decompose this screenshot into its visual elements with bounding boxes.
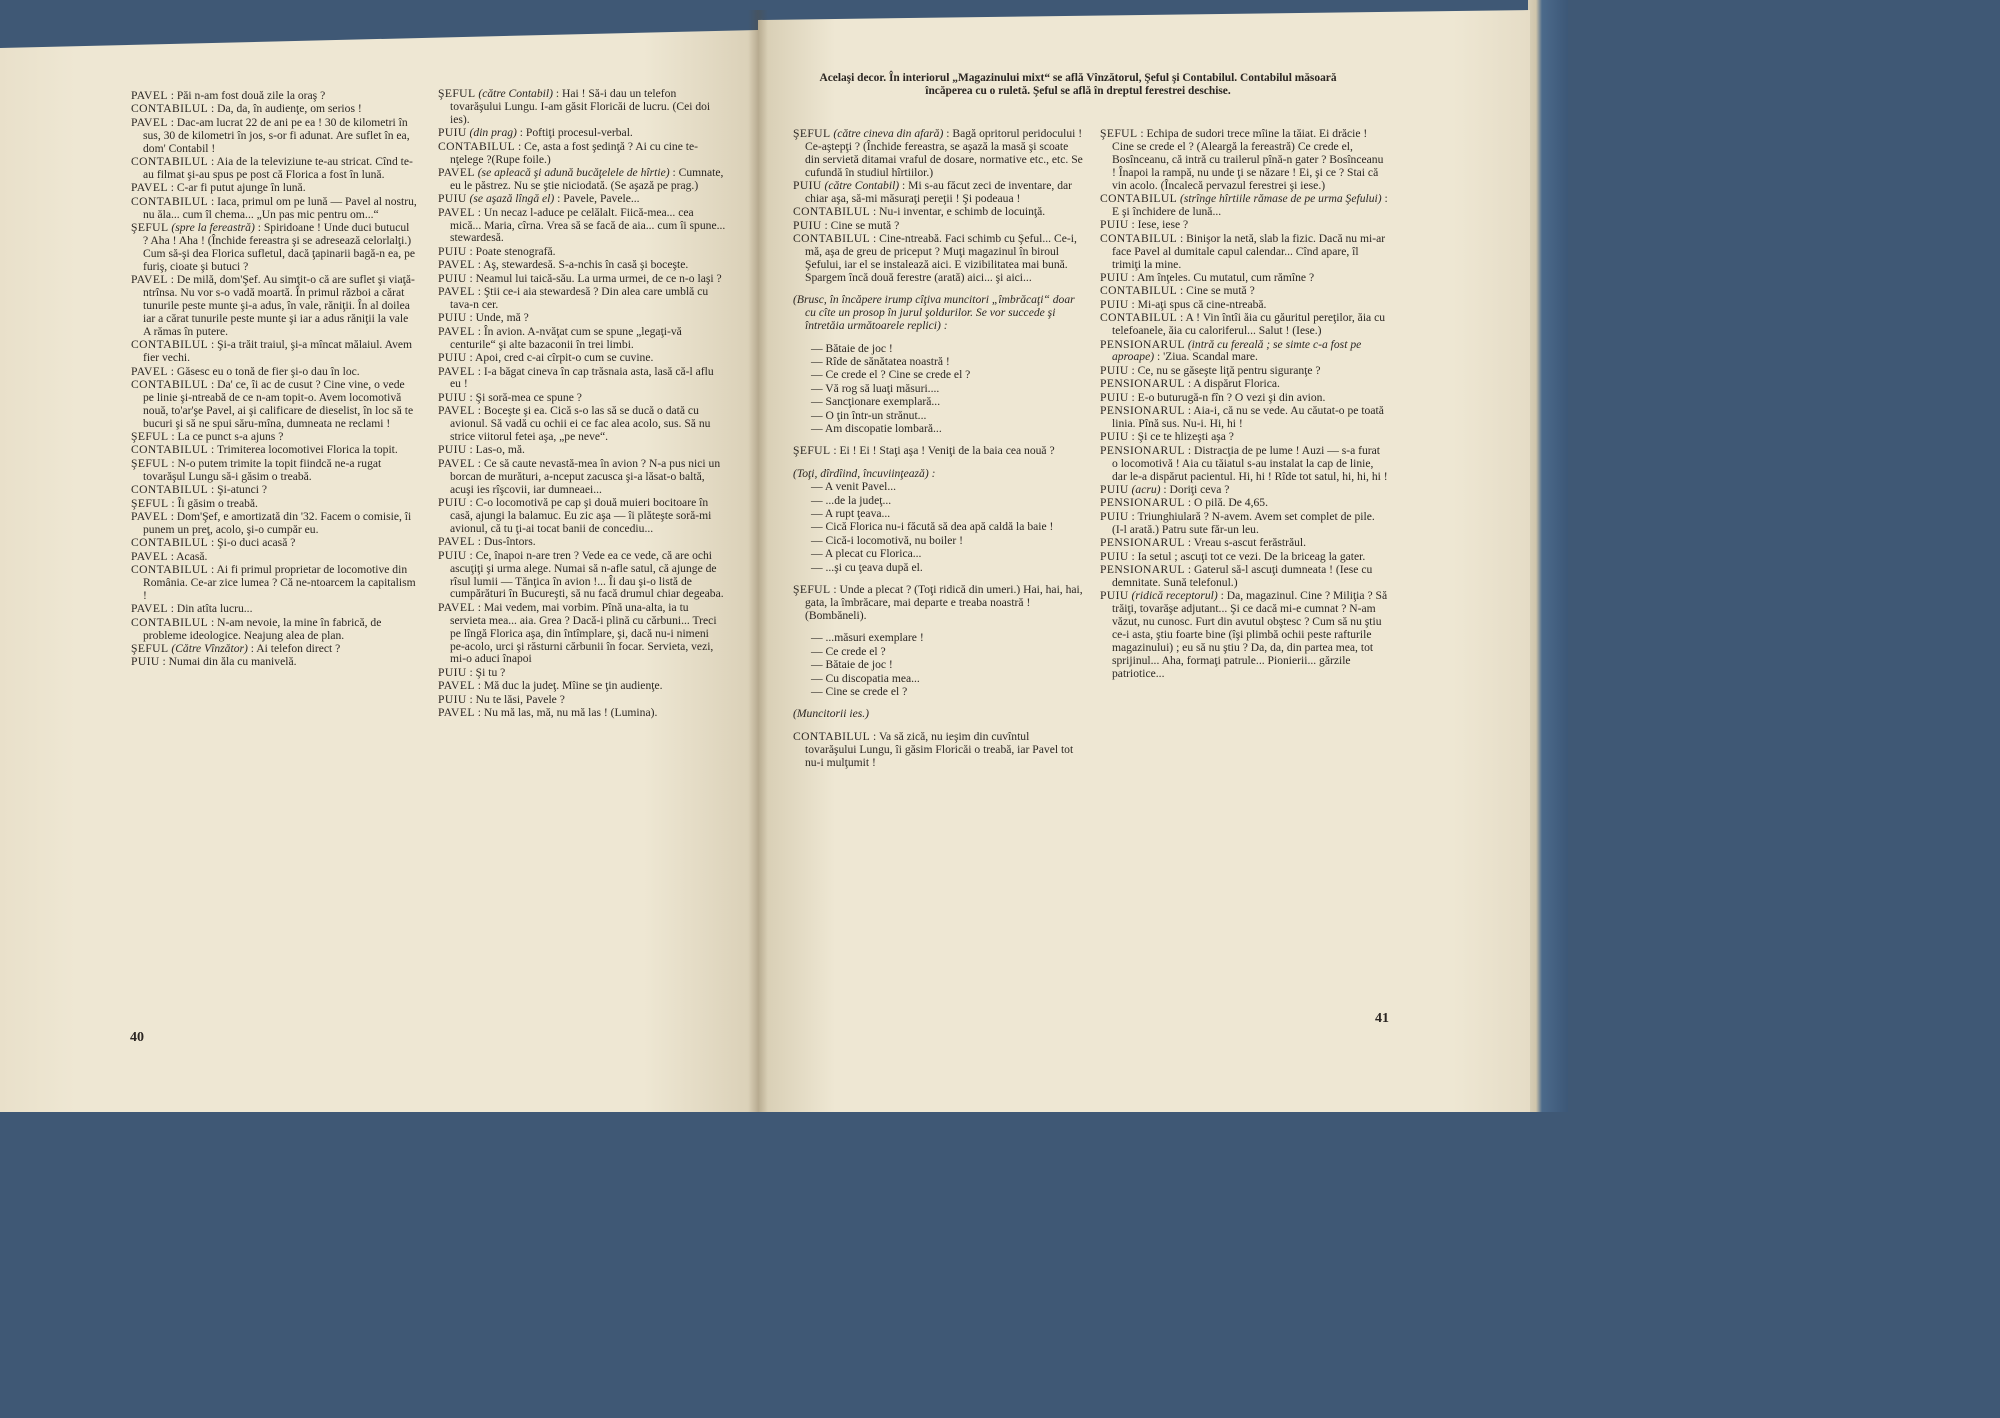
dialogue-line [131, 196, 417, 222]
dialogue-text: : Cine se mută ? [1177, 284, 1255, 298]
dialogue-line [131, 156, 417, 182]
speaker-name: PUIU [438, 665, 467, 679]
dialogue-line [1100, 312, 1388, 338]
speaker-name: PUIU [438, 443, 467, 457]
dialogue-line [131, 90, 417, 103]
crowd-reply: — Rîde de sănătatea noastră ! [811, 355, 950, 368]
speaker-name: PENSIONARUL [1100, 562, 1185, 576]
dialogue-line [1100, 484, 1388, 497]
dialogue-text: : Şi-a trăit traiul, şi-a mîncat mălaiul. Avem fier vechi. [143, 338, 413, 365]
dialogue-text: : Da, da, în audienţe, om serios ! [208, 102, 362, 116]
speaker-name: PAVEL [438, 535, 475, 549]
speaker-name: CONTABILUL [1100, 284, 1178, 298]
dialogue-line [1100, 392, 1388, 405]
dialogue-text: : Poate stenografă. [466, 244, 556, 258]
speaker-name: PUIU [438, 692, 467, 706]
crowd-reply: — Bătaie de joc ! [811, 341, 893, 355]
dialogue-text: : Şi soră-mea ce spune ? [466, 390, 582, 404]
crowd-reply: — Cică-i locomotivă, nu boiler ! [811, 533, 963, 547]
dialogue-text: : I-a băgat cineva în cap trăsnaia asta, lasă că-l aflu eu ! [450, 364, 714, 391]
crowd-reply: — Sancţionare exemplară... [811, 395, 941, 409]
speaker-name: PAVEL [131, 364, 168, 378]
dialogue-text: : Am înţeles. Cu mutatul, cum rămîne ? [1128, 270, 1315, 284]
dialogue-text: : A dispărut Florica. [1184, 377, 1280, 391]
speaker-name: CONTABILUL [131, 194, 209, 208]
dialogue-line [438, 366, 726, 392]
dialogue-line [438, 497, 726, 536]
speaker-name: ŞEFUL [131, 642, 169, 656]
dialogue-line [438, 259, 726, 272]
dialogue-text: : Boceşte şi ea. Cică s-o las să se ducă o dată cu avionul. Să vadă cu ochii ei ce fac alea acolo, sus. Să nu strice viitorul fetei aşa, „pe neve“. [450, 404, 711, 444]
dialogue-text: : Şi tu ? [466, 665, 506, 679]
dialogue-line [793, 445, 1083, 458]
dialogue-text: : Şi-atunci ? [208, 483, 268, 497]
dialogue-text: : Dom'Şef, e amortizată din '32. Facem o comisie, îi punem un preţ, acolo, şi-o cumpăr eu. [143, 510, 412, 536]
speaker-name: CONTABILUL [1100, 192, 1178, 206]
dialogue-text: : Ce, asta a fost şedinţă ? Ai cu cine te-nţelege ?(Rupe foile.) [450, 139, 699, 166]
dialogue-line [131, 444, 417, 457]
right-page-column-2 [1100, 128, 1388, 681]
dialogue-text: : Păi n-am fost două zile la oraş ? [167, 89, 326, 102]
dialogue-text: : E-o buturugă-n fîn ? O vezi şi din avion. [1128, 390, 1326, 404]
dialogue-line [438, 193, 726, 206]
dialogue-text: : Mai vedem, mai vorbim. Pînă una-alta, ia tu servieta mea... aia. Grea ? Dacă-i plină cu cărbuni... Treci pe lîngă Florica aşa, din întîmplare, şi, dacă nu-i nimeni pe-acolo, urci şi răsturni cărbunii în focar. Servieta, vezi, mi-o aduci înapoi [450, 600, 717, 666]
dialogue-line [1100, 378, 1388, 391]
right-page-column-1 [793, 128, 1083, 770]
dialogue-line [131, 498, 417, 511]
scene-description: Acelaşi decor. În interiorul „Magazinului mixt“ se află Vînzătorul, Şeful şi Contabilul. Contabilul măsoară încăperea cu o ruletă. Şeful se află în dreptul ferestrei deschise. [819, 72, 1337, 97]
speaker-name: PAVEL [438, 404, 475, 418]
dialogue-line [438, 444, 726, 457]
speaker-name: PAVEL [131, 549, 168, 563]
dialogue-line [438, 167, 726, 193]
speaker-name: PAVEL [131, 602, 168, 616]
dialogue-text: : Vreau s-ascut ferăstrăul. [1184, 536, 1307, 550]
speaker-name: CONTABILUL [1100, 231, 1178, 245]
speaker-name: CONTABILUL [793, 205, 871, 219]
dialogue-text: : Ce, nu se găseşte liţă pentru siguranţe ? [1128, 363, 1321, 377]
dialogue-text: : Ia setul ; ascuţi tot ce vezi. De la briceag la gater. [1128, 549, 1366, 563]
dialogue-line [793, 180, 1083, 206]
speaker-name: PUIU [793, 179, 822, 193]
speaker-name: CONTABILUL [793, 232, 871, 246]
speaker-name: PAVEL [438, 285, 475, 299]
dialogue-line [131, 182, 417, 195]
speaker-name: PUIU [438, 351, 467, 365]
speaker-name: CONTABILUL [131, 536, 209, 550]
speaker-name: CONTABILUL [1100, 311, 1178, 325]
dialogue-text: : Unde, mă ? [466, 311, 529, 325]
dialogue-text: : Ştii ce-i aia stewardesă ? Din alea care umblă cu tava-n cer. [450, 285, 709, 311]
dialogue-line [131, 222, 417, 274]
dialogue-text: : 'Ziua. Scandal mare. [1154, 350, 1258, 364]
dialogue-line [438, 207, 726, 246]
speaker-name: PENSIONARUL [1100, 443, 1185, 457]
dialogue-line [1100, 299, 1388, 312]
stage-direction: (Muncitorii ies.) [793, 707, 869, 721]
speaker-name: PAVEL [438, 679, 475, 693]
stage-direction: (Către Vînzător) [168, 642, 248, 656]
dialogue-line [131, 431, 417, 444]
dialogue-line [131, 366, 417, 379]
dialogue-text: : Distracţia de pe lume ! Auzi — s-a furat o locomotivă ! Aia cu tăiatul s-au instalat la cap de linie, dar le-a dispărut pacientul. Hi, hi ! Rîde tot satul, hi, hi, hi ! [1112, 443, 1388, 483]
speaker-name: ŞEFUL [793, 127, 831, 140]
dialogue-line [438, 286, 726, 312]
speaker-name: PUIU [1100, 430, 1129, 444]
speaker-name: PUIU [438, 311, 467, 325]
dialogue-line [1100, 193, 1388, 219]
dialogue-line [793, 584, 1083, 623]
dialogue-text: : Ai fi primul proprietar de locomotive din România. Ce-ar zice lumea ? Că ne-ntoarcem la capitalism ! [143, 563, 416, 602]
stage-direction: (Toţi, dîrdîind, încuviinţează) : [793, 466, 936, 480]
stage-direction: (către cineva din afară) [830, 127, 944, 140]
stage-direction: (se aşază lîngă el) [466, 192, 555, 206]
crowd-reply: — O ţin într-un strănut... [811, 408, 927, 422]
speaker-name: ŞEFUL [131, 456, 169, 470]
dialogue-line [1100, 445, 1388, 484]
speaker-name: ŞEFUL [793, 444, 831, 458]
speaker-name: PUIU [438, 192, 467, 206]
dialogue-text: : Iaca, primul om pe lună — Pavel al nostru, nu ăla... cum îl chema... „Un pas mic pentru om...“ [143, 194, 417, 221]
crowd-reply: — A rupt ţeava... [811, 507, 891, 521]
speaker-name: CONTABILUL [438, 139, 516, 153]
dialogue-text: : Neamul lui taică-său. La urma urmei, de ce n-o laşi ? [466, 271, 722, 285]
dialogue-text: : Cine se mută ? [821, 218, 900, 232]
dialogue-line [1100, 431, 1388, 444]
speaker-name: ŞEFUL [131, 221, 169, 235]
dialogue-line [438, 392, 726, 405]
speaker-name: PUIU [1100, 390, 1129, 404]
speaker-name: ŞEFUL [1100, 127, 1138, 140]
dialogue-line [438, 127, 726, 140]
dialogue-line [438, 312, 726, 325]
dialogue-text: : Aş, stewardesă. S-a-nchis în casă şi boceşte. [474, 258, 689, 272]
speaker-name: PUIU [793, 218, 822, 232]
dialogue-line [1100, 285, 1388, 298]
dialogue-text: : Va să zică, nu ieşim din cuvîntul tovarăşului Lungu, îi găsim Floricăi o treabă, iar Pavel tot nu-i mulţumit ! [805, 729, 1074, 769]
dialogue-line [1100, 365, 1388, 378]
dialogue-text: : Cumnate, eu le păstrez. Nu se ştie niciodată. (Se aşază pe prag.) [450, 165, 724, 192]
dialogue-text: : Iese, iese ? [1128, 218, 1189, 232]
speaker-name: PUIU [1100, 509, 1129, 523]
left-page-column-2 [438, 88, 726, 721]
stage-direction: (Brusc, în încăpere irump cîţiva muncitori „îmbrăcaţi“ doar cu cîte un prosop în jurul şoldurilor. Se vor succede şi întretăia următoarele replici) : [793, 293, 1075, 333]
left-page-column-1 [131, 90, 417, 670]
speaker-name: PAVEL [131, 89, 168, 102]
dialogue-line [131, 339, 417, 365]
dialogue-line [438, 680, 726, 693]
dialogue-text: : O pilă. De 4,65. [1184, 496, 1268, 510]
crowd-reply: — ...şi cu ţeava după el. [811, 560, 923, 574]
dialogue-text: : Gaterul să-l ascuţi dumneata ! (Iese cu demnitate. Sună telefonul.) [1112, 562, 1373, 589]
speaker-name: PENSIONARUL [1100, 496, 1185, 510]
dialogue-text: : Numai din ăla cu manivelă. [159, 655, 297, 669]
dialogue-text: : Acasă. [167, 549, 208, 563]
speaker-name: PAVEL [438, 600, 475, 614]
dialogue-text: : Mă duc la judeţ. Mîine se ţin audienţe. [474, 679, 663, 693]
stage-direction: (către Contabil) [475, 87, 553, 100]
dialogue-text: : Dac-am lucrat 22 de ani pe ea ! 30 de kilometri în sus, 30 de kilometri în jos, s-or fi adunat. Are suflet în ea, dom' Contabil ! [143, 115, 410, 155]
dialogue-line [793, 206, 1083, 219]
speaker-name: PUIU [1100, 218, 1129, 232]
dialogue-line [131, 274, 417, 339]
dialogue-line [1100, 564, 1388, 590]
speaker-name: PAVEL [438, 364, 475, 378]
dialogue-text: : Spiridoane ! Unde duci butucul ? Aha ! Aha ! (Închide fereastra şi se adresează celorlalţi.) Cum să-şi dea Florica sufletul, dacă ţapinarii bagă-n ea, pe furiş, cioate şi butuci ? [143, 221, 416, 273]
dialogue-text: : Hai ! Să-i dau un telefon tovarăşului Lungu. I-am găsit Floricăi de lucru. (Cei doi ies). [450, 87, 711, 126]
page-number-left: 40 [130, 1030, 144, 1045]
speaker-name: CONTABILUL [131, 102, 209, 116]
speaker-name: PUIU [1100, 297, 1129, 311]
dialogue-text: : Da' ce, îi ac de cusut ? Cine vine, o vede pe linie şi-ntreabă de ce n-am topit-o. Avem locomotivă nouă, to'ar'şe Pavel, ai şi calificare de dieselist, în loc să te bucuri şi să ne spui săru-mîna, dumneata ne reclami ! [143, 377, 414, 430]
dialogue-line [1100, 128, 1388, 193]
dialogue-text: : Nu te lăsi, Pavele ? [466, 692, 565, 706]
book-gutter [748, 10, 768, 1112]
speaker-name: CONTABILUL [131, 563, 209, 577]
dialogue-text: : Poftiţi procesul-verbal. [516, 126, 633, 140]
dialogue-line [131, 103, 417, 116]
dialogue-line [793, 233, 1083, 285]
dialogue-line [438, 88, 726, 127]
speaker-name: PAVEL [438, 706, 475, 720]
crowd-reply: — Cică Florica nu-i făcută să dea apă caldă la baie ! [811, 520, 1054, 534]
stage-direction: (spre la fereastră) [168, 221, 255, 235]
crowd-reply: — A venit Pavel... [811, 480, 897, 494]
dialogue-text: : Nu mă las, mă, nu mă las ! (Lumina). [474, 706, 658, 720]
speaker-name: PAVEL [438, 258, 475, 272]
speaker-name: PENSIONARUL [1100, 404, 1185, 418]
crowd-reply: — Bătaie de joc ! [811, 658, 893, 672]
crowd-reply: — Cine se crede el ? [811, 684, 908, 698]
dialogue-text: : Dus-întors. [474, 535, 536, 549]
dialogue-line [438, 246, 726, 259]
speaker-name: PAVEL [438, 456, 475, 470]
dialogue-text: : Din atîta lucru... [167, 602, 253, 616]
speaker-name: CONTABILUL [131, 615, 209, 629]
dialogue-line [1100, 233, 1388, 272]
dialogue-line [1100, 511, 1388, 537]
dialogue-line [1100, 497, 1388, 510]
dialogue-line [131, 379, 417, 431]
dialogue-line [131, 511, 417, 537]
dialogue-text: : Da, magazinul. Cine ? Miliţia ? Să trăiţi, tovarăşe adjutant... Şi ce dacă mi-e cumnat ? N-am văzut, nu cunosc. Furt din avutul obştesc ? Cum să nu ştiu ce-i asta, ştiu foarte bine (îşi plimbă ochii peste rafturile magazinului) ; eu să nu ştiu ? Da, da, din partea mea, tot sprijinul... Aha, formaţi patrule... Pionierii... gărzile patriotice... [1112, 589, 1388, 680]
dialogue-text: : De milă, dom'Şef. Au simţit-o că are suflet şi viaţă-ntrînsa. Nu vor s-o vadă moartă. În primul război a cărat tunurile peste munte şi-a adus, în vale, răniţii. În al doilea iar a cărat tunurile peste munte şi iar a adus răniţii la vale A rămas în putere. [143, 273, 415, 338]
speaker-name: CONTABILUL [131, 155, 209, 169]
speaker-name: CONTABILUL [131, 338, 209, 352]
dialogue-line [438, 273, 726, 286]
dialogue-line [438, 667, 726, 680]
dialogue-line [438, 326, 726, 352]
dialogue-line [438, 141, 726, 167]
speaker-name: PUIU [438, 496, 467, 510]
speaker-name: PENSIONARUL [1100, 377, 1185, 391]
dialogue-line [438, 694, 726, 707]
dialogue-line [438, 550, 726, 602]
speaker-name: ŞEFUL [131, 496, 169, 510]
dialogue-line [438, 536, 726, 549]
stage-direction: (din prag) [466, 126, 517, 140]
dialogue-text: : Ce, înapoi n-are tren ? Vede ea ce vede, că are ochi ascuţiţi şi urma alege. Numai să n-afle satul, că ajunge de rîsul lumii — Tănţica în avion !... Îi dau şi-o listă de cumpărături în Bucureşti, să nu facă drumul chiar degeaba. [450, 548, 724, 601]
speaker-name: PUIU [1100, 589, 1129, 603]
dialogue-line [131, 564, 417, 603]
dialogue-line [1100, 405, 1388, 431]
dialogue-text: : Echipa de sudori trece mîine la tăiat. Ei drăcie ! Cine se crede el ? (Aleargă la fereastră) Ce crede el, Bosînceanu, că intră cu trailerul pînă-n gater ? Bosînceanu ! Înapoi la rampă, nu unde ţi se năzare ! Ei, şi ce ? Stai că vin acolo. (Încalecă pervazul ferestrei şi iese.) [1112, 127, 1384, 192]
dialogue-line [1100, 590, 1388, 680]
speaker-name: PUIU [438, 548, 467, 562]
dialogue-text: : Aia-i, că nu se vede. Au căutat-o pe toată linia. Pînă sus. Nu-i. Hi, hi ! [1112, 404, 1384, 430]
dialogue-text: : Aia de la televiziune te-au stricat. Cînd te-au filmat şi-au spus pe post că Florica a fost în lună. [143, 155, 413, 181]
page-number-right: 41 [1375, 1011, 1389, 1026]
dialogue-line [438, 707, 726, 720]
crowd-reply: — ...de la judeţ... [811, 493, 892, 507]
dialogue-text: : Ei ! Ei ! Staţi aşa ! Veniţi de la baia cea nouă ? [830, 444, 1055, 458]
speaker-name: PENSIONARUL [1100, 337, 1185, 351]
dialogue-text: : Cine-ntreabă. Faci schimb cu Şeful... Ce-i, mă, aşa de greu de priceput ? Muţi magazinul în biroul Şefului, iar el se instalează aici. E vizibilitatea mai bună. Spargem încă două ferestre (arată) aici... şi aici... [805, 232, 1077, 284]
dialogue-text: : Un necaz l-aduce pe celălalt. Fiică-mea... cea mică... Maria, cîrna. Vrea să se facă de aia... cum îi spune... stewardesă. [450, 205, 726, 245]
dialogue-text: : Nu-i inventar, e schimb de locuinţă. [870, 205, 1046, 219]
dialogue-line [1100, 551, 1388, 564]
dialogue-line [438, 405, 726, 444]
speaker-name: PUIU [1100, 270, 1129, 284]
dialogue-line [438, 458, 726, 497]
speaker-name: PUIU [438, 244, 467, 258]
dialogue-text: : Pavele, Pavele... [554, 192, 640, 206]
dialogue-line [131, 551, 417, 564]
dialogue-line [793, 128, 1083, 180]
speaker-name: PUIU [438, 126, 467, 140]
book-cover-edge [1528, 0, 1568, 1112]
speaker-name: PUIU [438, 271, 467, 285]
dialogue-text: : Găsesc eu o tonă de fier şi-o dau în loc. [167, 364, 360, 378]
dialogue-text: : În avion. A-nvăţat cum se spune „legaţi-vă centurile“ şi alte bazaconii în trei limbi. [450, 324, 682, 351]
crowd-reply: — Cu discopatia mea... [811, 671, 920, 685]
dialogue-line [438, 352, 726, 365]
speaker-name: CONTABILUL [131, 377, 209, 391]
dialogue-text: : C-o locomotivă pe cap şi două muieri bocitoare în casă, ajungi la balamuc. Eu zic aşa — îi plăteşte soră-mi avionul, că tu ţi-ai tocat banii de concediu... [450, 496, 712, 535]
speaker-name: PUIU [131, 655, 160, 669]
speaker-name: PAVEL [438, 165, 475, 179]
speaker-name: PUIU [1100, 482, 1129, 496]
speaker-name: ŞEFUL [793, 583, 831, 597]
speaker-name: PUIU [1100, 363, 1129, 377]
stage-direction: (se apleacă şi adună bucăţelele de hîrtie) [474, 165, 670, 179]
speaker-name: PUIU [1100, 549, 1129, 563]
speaker-name: PAVEL [131, 115, 168, 129]
dialogue-text: : Unde a plecat ? (Toţi ridică din umeri.) Hai, hai, hai, gata, la îmbrăcare, mai departe e treaba noastră ! (Bombăneli). [805, 583, 1083, 622]
dialogue-text: : N-o putem trimite la topit fiindcă ne-a rugat tovarăşul Lungu să-i găsim o treabă. [143, 456, 382, 483]
stage-direction: (ridică receptorul) [1128, 589, 1218, 603]
dialogue-line [793, 731, 1083, 770]
dialogue-text: : Trimiterea locomotivei Florica la topit. [208, 443, 398, 457]
speaker-name: CONTABILUL [131, 483, 209, 497]
dialogue-line [1100, 537, 1388, 550]
dialogue-line [131, 537, 417, 550]
dialogue-text: : Binişor la netă, slab la fizic. Dacă nu mi-ar face Pavel al dumitale capul calendar... Cînd apare, îl trimiţi la mine. [1112, 231, 1386, 271]
dialogue-line [131, 458, 417, 484]
speaker-name: ŞEFUL [438, 87, 476, 100]
dialogue-line [131, 656, 417, 669]
speaker-name: CONTABILUL [131, 443, 209, 457]
stage-direction: (acru) [1128, 482, 1161, 496]
speaker-name: CONTABILUL [793, 729, 871, 743]
dialogue-text: : Ce să caute nevastă-mea în avion ? N-a pus nici un borcan de murături, a-nceput zacusca şi-a lăsat-o baltă, acuşi ies rîşcovii, iar dumneaei... [450, 456, 721, 496]
dialogue-text: : E şi închidere de lună... [1112, 192, 1388, 218]
speaker-name: PAVEL [131, 181, 168, 195]
dialogue-text: : Şi-o duci acasă ? [208, 536, 296, 550]
speaker-name: PUIU [438, 390, 467, 404]
dialogue-text: : Doriţi ceva ? [1160, 482, 1230, 496]
crowd-reply: — Vă rog să luaţi măsuri.... [811, 381, 940, 395]
dialogue-line [438, 602, 726, 667]
dialogue-text: : Bagă opritorul peridocului ! Ce-aştepţi ? (Închide fereastra, se aşază la masă şi scoate din servietă ditamai vraful de dosare, normative etc., etc. Se cufundă în studiul hîrtiilor.) [805, 127, 1083, 179]
dialogue-text: : Îi găsim o treabă. [168, 496, 258, 510]
speaker-name: PAVEL [131, 510, 168, 523]
dialogue-text: : Ai telefon direct ? [247, 642, 341, 656]
speaker-name: PAVEL [131, 273, 168, 287]
dialogue-text: : Triunghiulară ? N-avem. Avem set complet de pile. (I-l arată.) Patru sute făr-un leu. [1112, 509, 1375, 536]
dialogue-line [131, 643, 417, 656]
speaker-name: PENSIONARUL [1100, 536, 1185, 550]
dialogue-text: : Şi ce te hlizeşti aşa ? [1128, 430, 1234, 444]
dialogue-text: : Las-o, mă. [466, 443, 525, 457]
dialogue-line [131, 117, 417, 156]
dialogue-text: : La ce punct s-a ajuns ? [168, 430, 284, 444]
dialogue-line [131, 617, 417, 643]
crowd-reply: — A plecat cu Florica... [811, 547, 922, 561]
dialogue-text: : C-ar fi putut ajunge în lună. [167, 181, 306, 195]
dialogue-text: : Mi s-au făcut zeci de inventare, dar chiar aşa, să-mi măsuraţi pereţii ! Şi podeaua ! [805, 179, 1073, 206]
speaker-name: ŞEFUL [131, 430, 169, 444]
dialogue-text: : A ! Vin întîi ăia cu găuritul pereţilor, ăia cu telefoanele, ăia cu caloriferul... Salut ! (Iese.) [1112, 311, 1386, 338]
dialogue-text: : N-am nevoie, la mine în fabrică, de probleme ideologice. Neajung alea de plan. [143, 615, 382, 642]
crowd-reply: — Am discopatie lombară... [811, 422, 942, 436]
dialogue-text: : Mi-aţi spus că cine-ntreabă. [1128, 297, 1267, 311]
speaker-name: PAVEL [438, 324, 475, 338]
dialogue-line [131, 484, 417, 497]
crowd-reply: — Ce crede el ? Cine se crede el ? [811, 368, 971, 382]
stage-direction: (intră cu fereală ; se simte c-a fost pe aproape) [1112, 337, 1362, 364]
dialogue-line [793, 220, 1083, 233]
dialogue-text: : Apoi, cred c-ai cîrpit-o cum se cuvine. [466, 351, 654, 365]
stage-direction: (către Contabil) [821, 179, 900, 193]
dialogue-line [1100, 219, 1388, 232]
stage-direction: (strînge hîrtiile rămase de pe urma Şefului) [1177, 192, 1382, 206]
speaker-name: PAVEL [438, 205, 475, 219]
crowd-reply: — ...măsuri exemplare ! [811, 631, 924, 645]
dialogue-line [1100, 272, 1388, 285]
dialogue-line [1100, 339, 1388, 365]
crowd-reply: — Ce crede el ? [811, 644, 886, 658]
dialogue-line [131, 603, 417, 616]
